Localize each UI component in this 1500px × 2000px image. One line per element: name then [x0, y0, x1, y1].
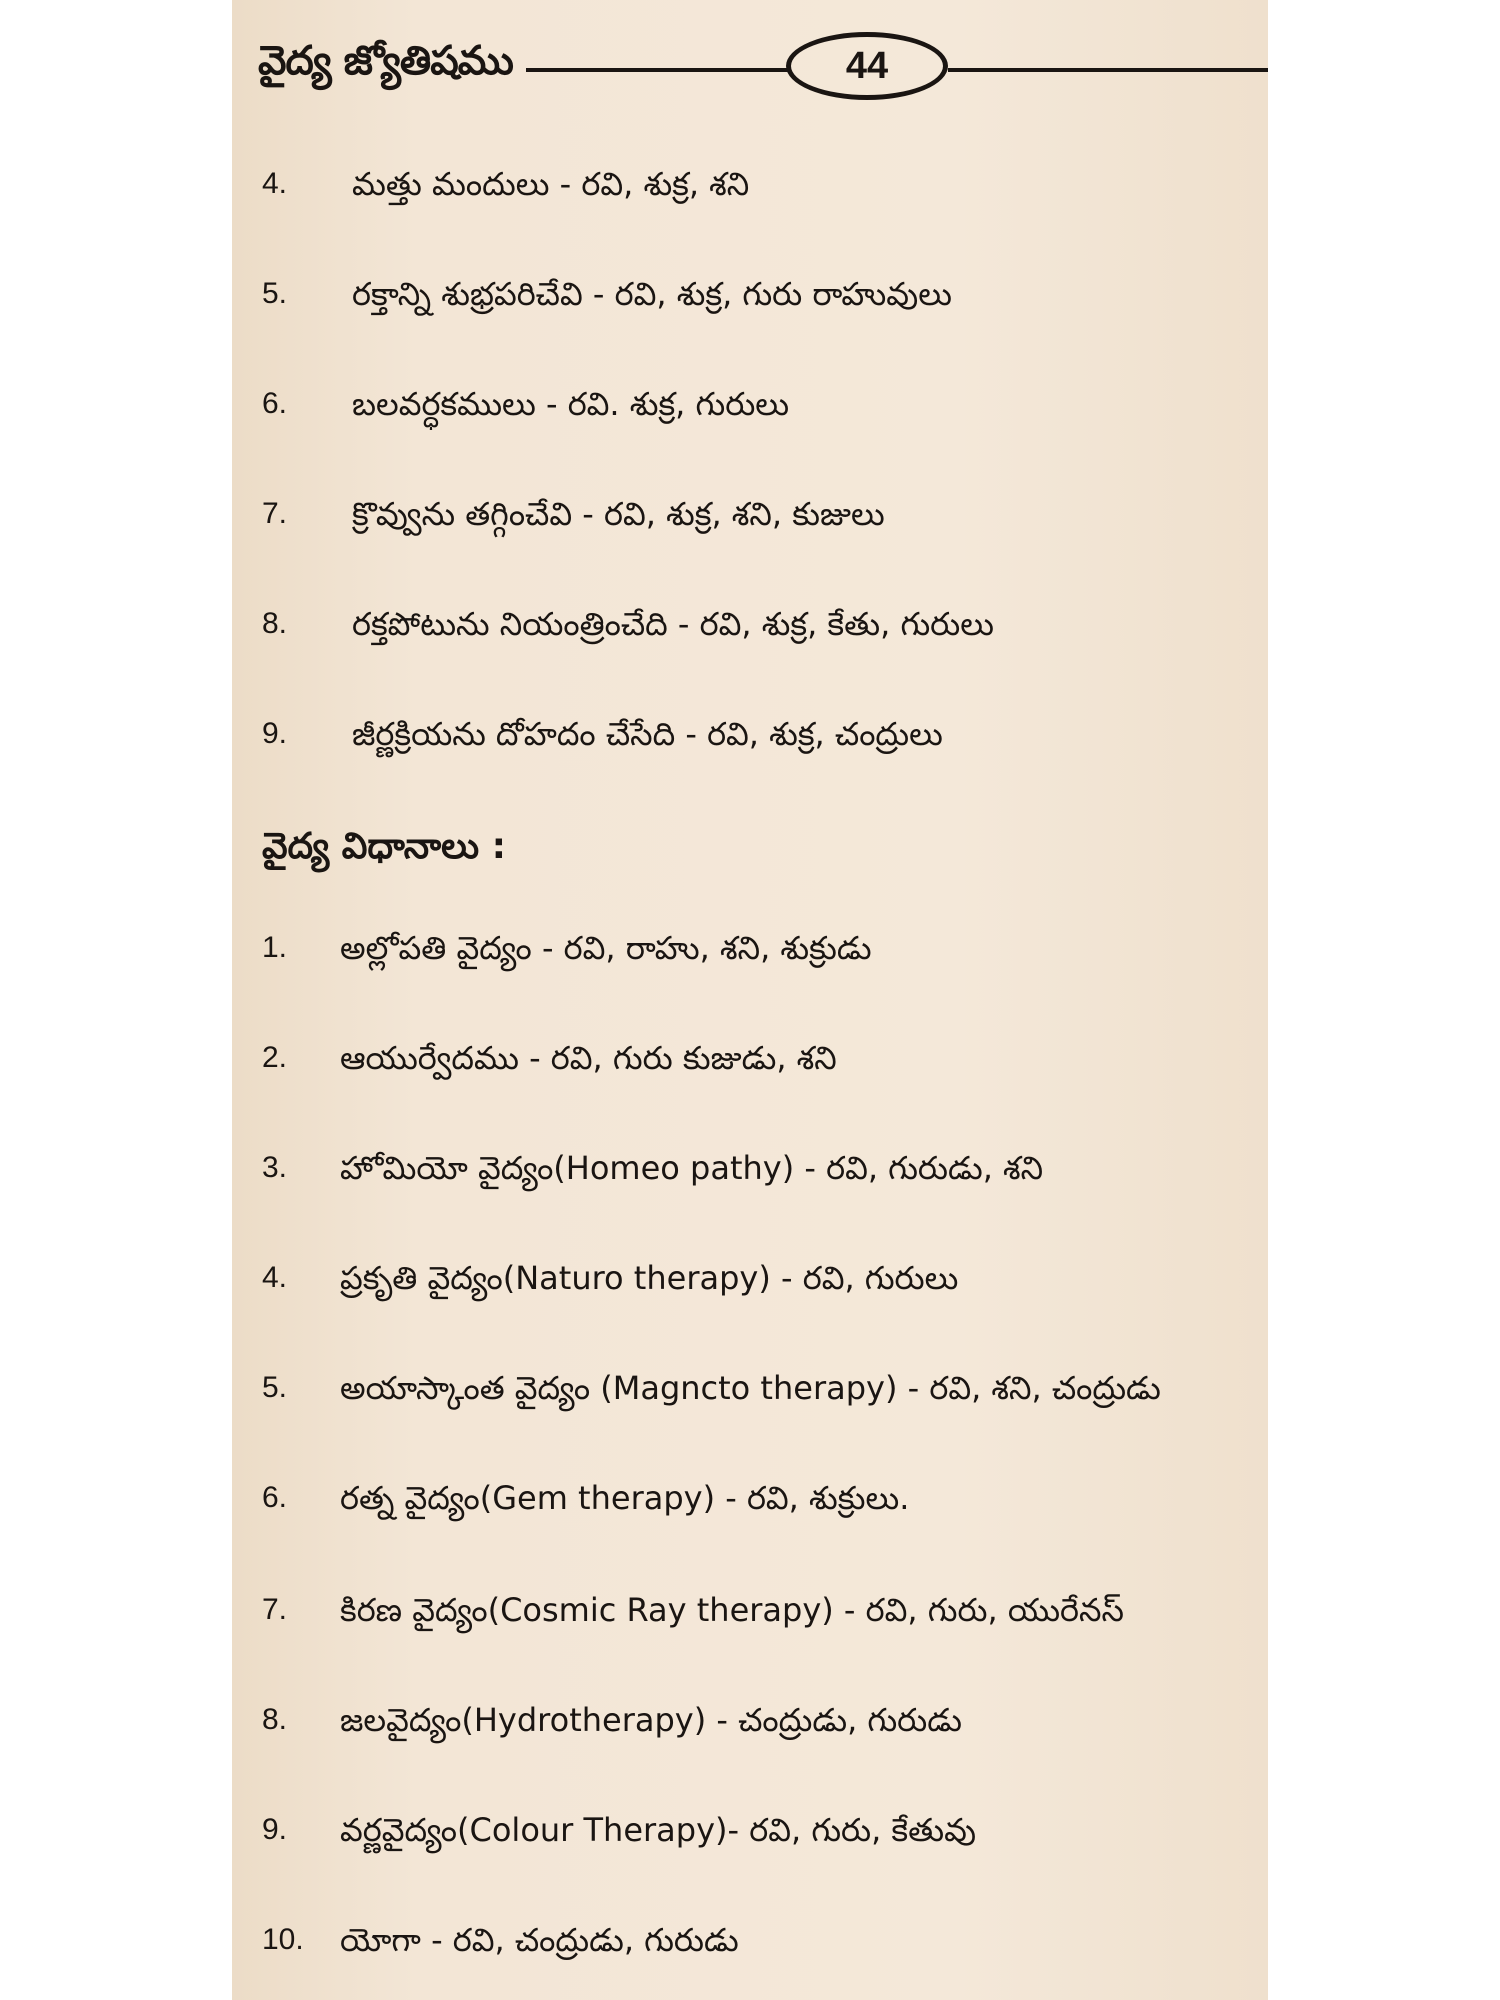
item-number: 7. — [262, 497, 288, 530]
page-number: 44 — [845, 44, 889, 87]
item-text: అల్లోపతి వైద్యం - రవి, రాహు, శని, శుక్రుడు — [340, 929, 872, 967]
item-text: హోమియో వైద్యం(Homeo pathy) - రవి, గురుడు, శని — [340, 1149, 1044, 1187]
item-text: అయాస్కాంత వైద్యం (Magncto therapy) - రవి, శని, చంద్రుడు — [340, 1369, 1161, 1407]
item-number: 4. — [262, 167, 288, 200]
list-item — [262, 1800, 1252, 1860]
list-item — [262, 1358, 1252, 1418]
item-text: వర్ణవైద్యం(Colour Therapy)- రవి, గురు, కేతువు — [340, 1811, 977, 1849]
list-item — [262, 1690, 1252, 1750]
item-number: 6. — [262, 1481, 288, 1514]
item-text: యోగా - రవి, చంద్రుడు, గురుడు — [340, 1921, 739, 1959]
item-text: రక్తాన్ని శుభ్రపరిచేవి - రవి, శుక్ర, గురు రాహువులు — [352, 275, 952, 313]
item-text: ఆయుర్వేదము - రవి, గురు కుజుడు, శని — [340, 1039, 837, 1077]
item-number: 7. — [262, 1593, 288, 1626]
list-item — [262, 154, 1252, 214]
list-item — [262, 918, 1252, 978]
item-number: 9. — [262, 1813, 288, 1846]
list-item — [262, 1468, 1252, 1528]
item-number: 4. — [262, 1261, 288, 1294]
list-item — [262, 594, 1252, 654]
header-rule-right — [948, 68, 1268, 72]
list-item — [262, 1910, 1252, 1970]
list-item — [262, 374, 1252, 434]
item-number: 1. — [262, 931, 288, 964]
list-item — [262, 1580, 1252, 1640]
list-item — [262, 1138, 1252, 1198]
item-number: 8. — [262, 1703, 288, 1736]
book-page — [232, 0, 1268, 2000]
item-number: 10. — [262, 1923, 304, 1956]
item-number: 2. — [262, 1041, 288, 1074]
item-number: 5. — [262, 1371, 288, 1404]
list-item — [262, 1028, 1252, 1088]
item-text: ప్రకృతి వైద్యం(Naturo therapy) - రవి, గురులు — [340, 1259, 959, 1297]
list-item — [262, 264, 1252, 324]
item-number: 5. — [262, 277, 288, 310]
list-item — [262, 484, 1252, 544]
item-number: 3. — [262, 1151, 288, 1184]
item-number: 9. — [262, 717, 288, 750]
item-text: మత్తు మందులు - రవి, శుక్ర, శని — [352, 165, 750, 203]
item-number: 6. — [262, 387, 288, 420]
item-text: జీర్ణక్రియను దోహదం చేసేది - రవి, శుక్ర, చంద్రులు — [352, 715, 943, 753]
item-text: కిరణ వైద్యం(Cosmic Ray therapy) - రవి, గురు, యురేనస్ — [340, 1591, 1124, 1629]
section-heading: వైద్య విధానాలు : — [262, 826, 507, 867]
running-title: వైద్య జ్యోతిషము — [258, 38, 513, 84]
list-item — [262, 1248, 1252, 1308]
list-item — [262, 704, 1252, 764]
header-rule-left — [526, 68, 788, 72]
item-text: రత్న వైద్యం(Gem therapy) - రవి, శుక్రులు. — [340, 1479, 910, 1517]
page-number-oval — [786, 32, 948, 100]
item-text: బలవర్ధకములు - రవి. శుక్ర, గురులు — [352, 385, 790, 423]
item-text: రక్తపోటును నియంత్రించేది - రవి, శుక్ర, కేతు, గురులు — [352, 605, 994, 643]
page-header — [258, 28, 1268, 114]
item-number: 8. — [262, 607, 288, 640]
item-text: జలవైద్యం(Hydrotherapy) - చంద్రుడు, గురుడు — [340, 1701, 962, 1739]
item-text: క్రొవ్వును తగ్గించేవి - రవి, శుక్ర, శని, కుజులు — [352, 495, 885, 533]
